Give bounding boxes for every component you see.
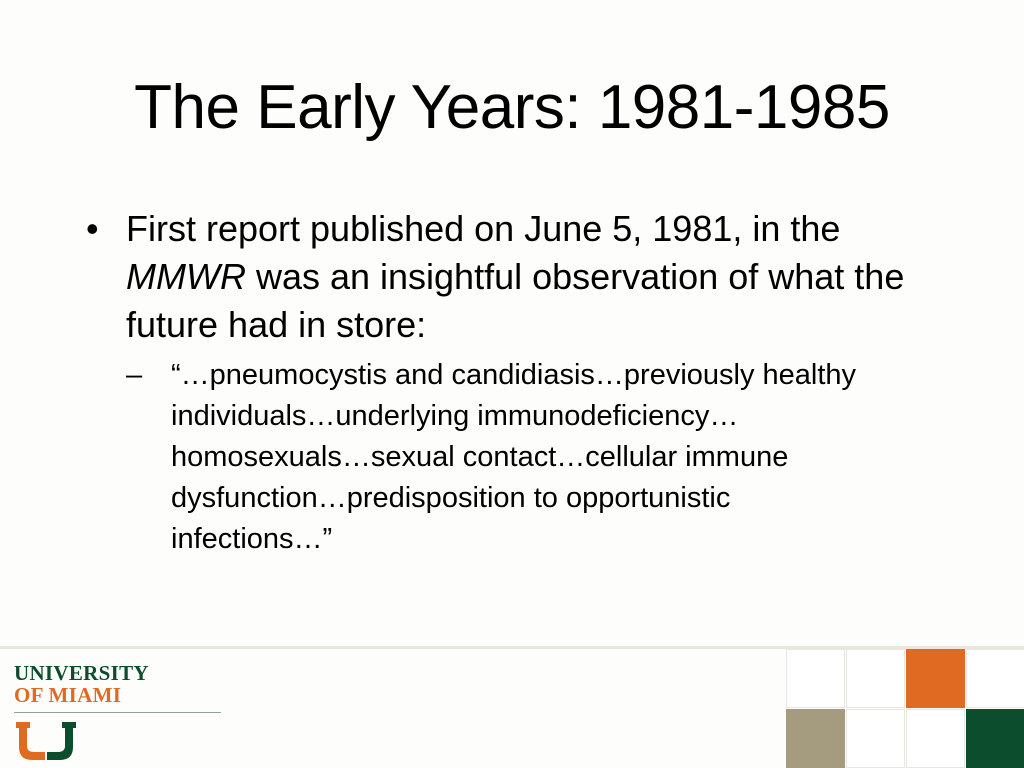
sub-bullet-item bbox=[126, 355, 871, 560]
bullet-text-emphasis: MMWR bbox=[126, 256, 246, 297]
bullet-item bbox=[82, 205, 942, 349]
bullet-marker: • bbox=[86, 208, 99, 249]
slide-body bbox=[82, 205, 942, 560]
logo-text-university: UNIVERSITY bbox=[14, 661, 149, 685]
split-u-logo-icon bbox=[14, 720, 78, 762]
tile-tan bbox=[786, 709, 845, 768]
sub-bullet-marker: – bbox=[126, 359, 143, 391]
tile-orange bbox=[906, 649, 965, 708]
bullet-text-part2: was an insightful observation of what the future had in store: bbox=[126, 256, 905, 345]
university-logo bbox=[14, 662, 224, 762]
footer-divider bbox=[0, 646, 1024, 649]
tile-light bbox=[786, 649, 845, 708]
tile-light bbox=[966, 649, 1024, 708]
tile-light bbox=[846, 649, 905, 708]
tile-green bbox=[966, 709, 1024, 768]
logo-text-of-miami: OF MIAMI bbox=[14, 683, 122, 707]
logo-divider bbox=[14, 712, 221, 713]
sub-bullet-text: “…pneumocystis and candidiasis…previously healthy individuals…underlying immunodeficiency…homosexuals…sexual contact…cellular immune dysfunction…predisposition to opportunistic infections…” bbox=[171, 359, 857, 555]
tile-light bbox=[846, 709, 905, 768]
tile-light bbox=[906, 709, 965, 768]
slide-title: The Early Years: 1981-1985 bbox=[134, 73, 890, 142]
bullet-text-part1: First report published on June 5, 1981, in the bbox=[126, 208, 841, 249]
